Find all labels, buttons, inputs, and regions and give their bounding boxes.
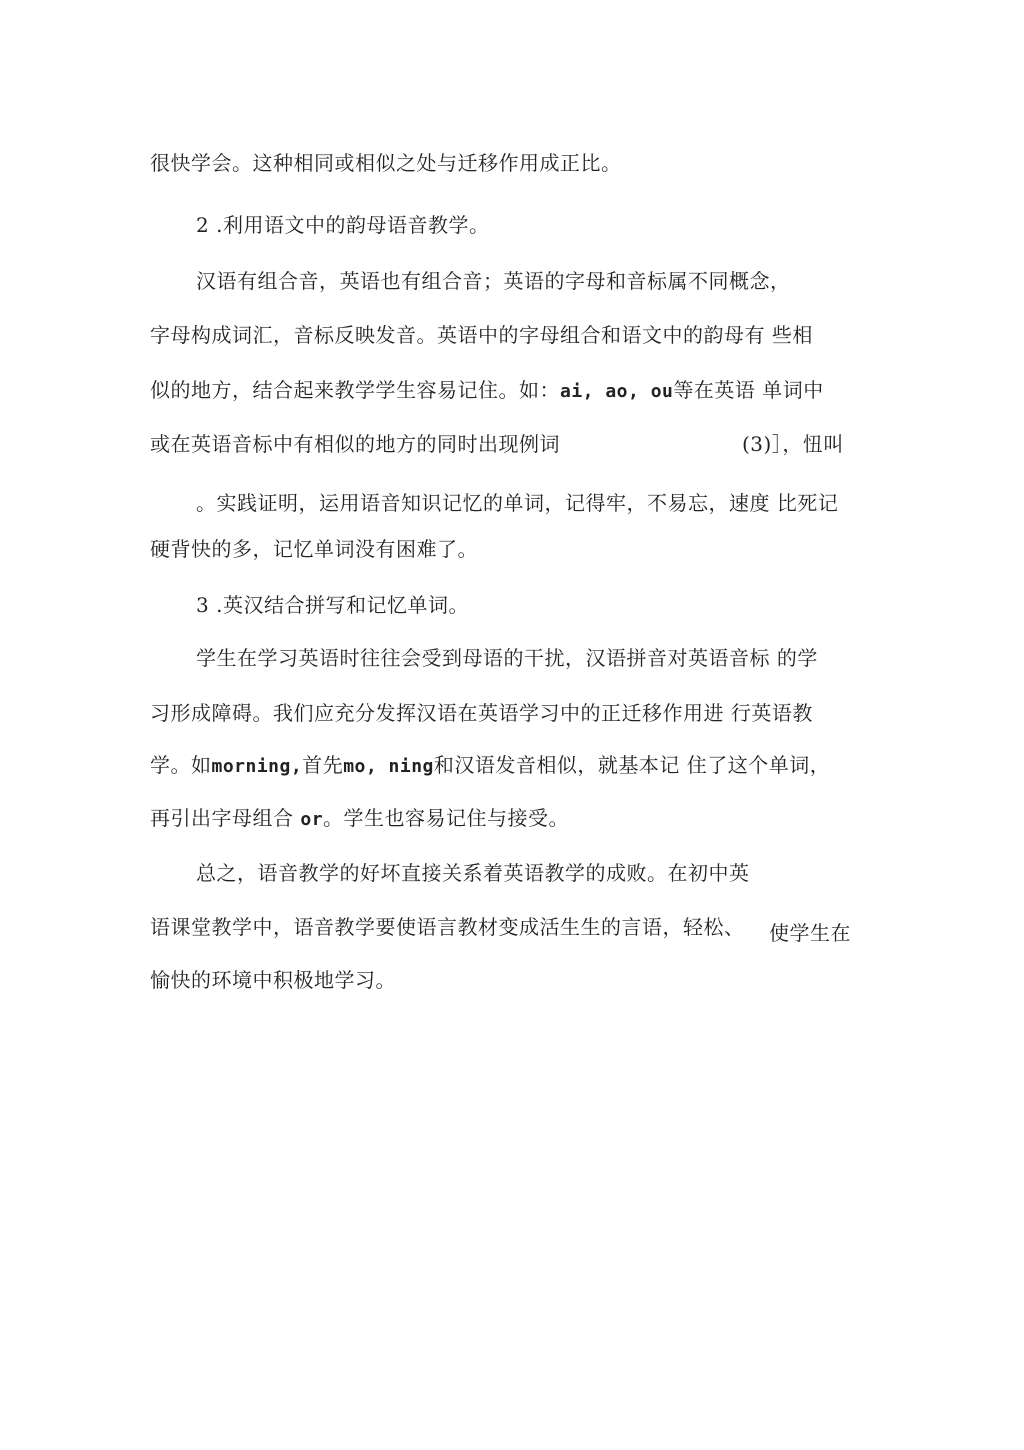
paragraph-line: 。实践证明，运用语音知识记忆的单词，记得牢，不易忘，速度 比死记 bbox=[196, 491, 839, 515]
section-heading-2: 2 .利用语文中的韵母语音教学。 bbox=[196, 213, 490, 237]
paragraph-line bbox=[150, 752, 830, 780]
paragraph-line bbox=[150, 377, 824, 405]
text-segment: 等在英语 单词中 bbox=[673, 378, 824, 402]
example-letters: ai, ao, ou bbox=[560, 381, 674, 402]
paragraph-line: 习形成障碍。我们应充分发挥汉语在英语学习中的正迁移作用进 行英语教 bbox=[150, 701, 813, 725]
paragraph-line-fragment: 使学生在 bbox=[769, 921, 851, 945]
section-heading-3: 3 .英汉结合拼写和记忆单词。 bbox=[196, 593, 469, 617]
text-segment: 似的地方，结合起来教学学生容易记住。如： bbox=[150, 378, 560, 402]
paragraph-line: 很快学会。这种相同或相似之处与迁移作用成正比。 bbox=[150, 151, 622, 175]
paragraph-line: 汉语有组合音，英语也有组合音；英语的字母和音标属不同概念， bbox=[196, 269, 791, 293]
paragraph-line: 总之，语音教学的好坏直接关系着英语教学的成败。在初中英 bbox=[196, 861, 750, 885]
text-segment: 和汉语发音相似，就基本记 住了这个单词， bbox=[433, 753, 831, 777]
paragraph-line: 硬背快的多，记忆单词没有困难了。 bbox=[150, 537, 478, 561]
paragraph-line: 字母构成词汇，音标反映发音。英语中的字母组合和语文中的韵母有 些相 bbox=[150, 323, 813, 347]
paragraph-line: 学生在学习英语时往往会受到母语的干扰，汉语拼音对英语音标 的学 bbox=[196, 646, 818, 670]
paragraph-line: 语课堂教学中，语音教学要使语言教材变成活生生的言语，轻松、 bbox=[150, 915, 745, 939]
text-segment: 。学生也容易记住与接受。 bbox=[323, 806, 570, 830]
text-segment: 学。如 bbox=[150, 753, 212, 777]
text-segment: 首先 bbox=[302, 753, 344, 777]
citation-fragment: (3)］，忸叫 bbox=[742, 432, 844, 456]
paragraph-line: 愉快的环境中积极地学习。 bbox=[150, 968, 396, 992]
example-syllables: mo, ning bbox=[343, 756, 434, 777]
example-letters: or bbox=[300, 809, 324, 830]
paragraph-line bbox=[150, 805, 569, 833]
text-segment: 再引出字母组合 bbox=[150, 806, 301, 830]
paragraph-line: 或在英语音标中有相似的地方的同时出现例词 bbox=[150, 432, 560, 456]
example-word: morning, bbox=[211, 756, 303, 777]
